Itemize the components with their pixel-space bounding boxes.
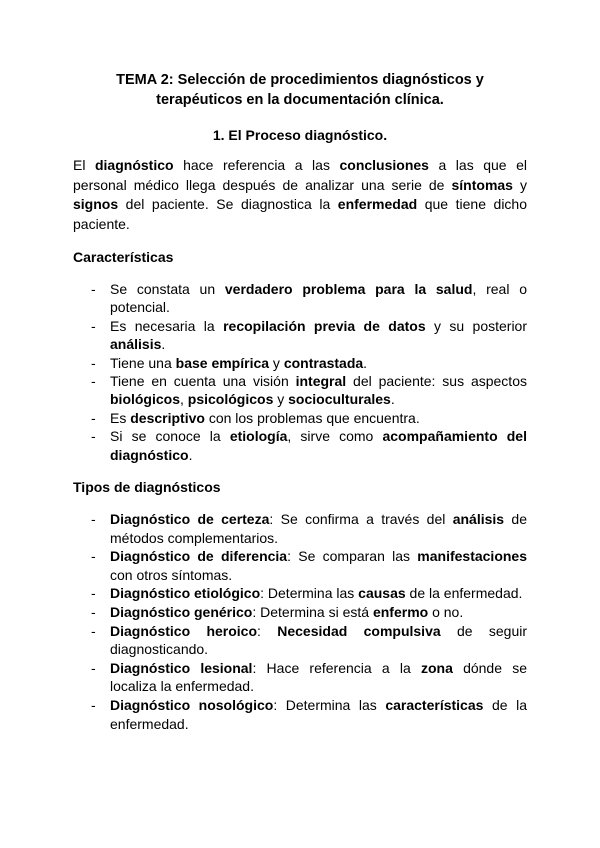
bold-text: Diagnóstico heroico bbox=[110, 622, 258, 639]
text-run: El bbox=[73, 157, 95, 173]
intro-paragraph bbox=[73, 156, 527, 234]
text-run: de la enfermedad. bbox=[405, 585, 523, 602]
bold-text: Diagnóstico lesional bbox=[110, 659, 253, 676]
text-run: . bbox=[390, 391, 395, 408]
bold-text: enfermedad bbox=[337, 196, 418, 212]
text-run: Tiene en cuenta una visión bbox=[110, 373, 296, 390]
text-run: Se constata un bbox=[110, 281, 225, 297]
caracteristica-item bbox=[73, 317, 527, 354]
bold-text: socioculturales bbox=[288, 391, 391, 408]
text-run: y su posterior bbox=[425, 317, 527, 334]
tipo-diagnostico-item bbox=[73, 584, 527, 603]
text-run: . bbox=[363, 354, 368, 371]
text-run: de la enfermedad. bbox=[110, 697, 527, 732]
bold-text: recopilación previa de datos bbox=[223, 317, 426, 334]
text-run: : Determina las bbox=[273, 697, 386, 713]
text-run: que tiene dicho paciente. bbox=[73, 196, 527, 232]
bold-text: base empírica bbox=[175, 354, 270, 371]
caracteristica-item bbox=[73, 280, 527, 317]
text-run: y bbox=[512, 176, 527, 193]
caracteristica-item bbox=[73, 354, 527, 372]
bold-text: Diagnóstico nosológico bbox=[110, 697, 274, 713]
bold-text: contrastada bbox=[283, 354, 364, 371]
tipo-diagnostico-item bbox=[73, 659, 527, 696]
bold-text: causas bbox=[358, 585, 406, 602]
text-run: y bbox=[273, 391, 289, 408]
text-run: Si se conoce la bbox=[110, 428, 230, 445]
bold-text: manifestaciones bbox=[417, 548, 527, 565]
text-run: hace referencia a las bbox=[173, 157, 340, 173]
bold-text: Diagnóstico de diferencia bbox=[110, 548, 288, 565]
bold-text: verdadero problema para la salud bbox=[224, 281, 473, 297]
text-run: : Hace referencia a la bbox=[252, 659, 421, 676]
title-line-2: terapéuticos en la documentación clínica. bbox=[156, 92, 444, 108]
bold-text: Necesidad compulsiva bbox=[277, 622, 441, 639]
text-run: : Se confirma a través del bbox=[269, 511, 453, 528]
text-run: con otros síntomas. bbox=[110, 566, 233, 583]
text-run: , sirve como bbox=[287, 428, 383, 445]
bold-text: psicológicos bbox=[187, 391, 274, 408]
text-run: Es bbox=[110, 409, 131, 426]
text-run: a las que el personal médico llega después de analizar una serie de bbox=[73, 157, 527, 193]
bold-text: integral bbox=[295, 373, 347, 390]
bold-text: Diagnóstico genérico bbox=[110, 604, 253, 621]
text-run: . bbox=[161, 336, 166, 353]
bold-text: análisis bbox=[110, 336, 162, 353]
text-run: Es necesaria la bbox=[110, 317, 224, 334]
title-line-1: TEMA 2: Selección de procedimientos diagnósticos y bbox=[116, 72, 484, 88]
caracteristica-item bbox=[73, 372, 527, 409]
text-run: y bbox=[269, 354, 284, 371]
heading-tipos: Tipos de diagnósticos bbox=[73, 479, 221, 496]
text-run: de métodos complementarios. bbox=[110, 511, 527, 546]
tipo-diagnostico-item bbox=[73, 622, 527, 659]
tipo-diagnostico-item bbox=[73, 510, 527, 547]
document-page bbox=[73, 70, 527, 733]
bold-text: descriptivo bbox=[130, 409, 205, 426]
text-run: : bbox=[257, 622, 278, 639]
bold-text: signos bbox=[73, 196, 119, 212]
bold-text: características bbox=[385, 697, 484, 713]
tipo-diagnostico-item bbox=[73, 547, 527, 584]
heading-caracteristicas: Características bbox=[73, 249, 174, 265]
text-run: Tiene una bbox=[110, 354, 176, 371]
bold-text: etiología bbox=[229, 428, 288, 445]
bold-text: conclusiones bbox=[339, 157, 429, 173]
caracteristicas-list bbox=[73, 280, 527, 464]
document-title bbox=[73, 70, 527, 110]
tipos-list bbox=[73, 510, 527, 733]
bold-text: Diagnóstico de certeza bbox=[110, 511, 270, 528]
bold-text: enfermo bbox=[372, 604, 429, 621]
section-heading-proceso: 1. El Proceso diagnóstico. bbox=[212, 127, 388, 143]
text-run: dónde se localiza la enfermedad. bbox=[110, 659, 527, 695]
bold-text: Diagnóstico etiológico bbox=[110, 585, 261, 602]
bold-text: análisis bbox=[452, 511, 505, 528]
text-run: : Se comparan las bbox=[287, 548, 418, 565]
text-run: con los problemas que encuentra. bbox=[204, 409, 420, 426]
text-run: , bbox=[180, 391, 188, 408]
caracteristica-item bbox=[73, 409, 527, 427]
tipo-diagnostico-item bbox=[73, 603, 527, 622]
text-run: o no. bbox=[428, 604, 464, 621]
text-run: de seguir diagnosticando. bbox=[110, 622, 528, 658]
bold-text: diagnóstico bbox=[94, 157, 174, 173]
caracteristica-item bbox=[73, 427, 527, 464]
bold-text: síntomas bbox=[451, 176, 513, 193]
text-run: : Determina si está bbox=[252, 604, 373, 621]
text-run: del paciente. Se diagnostica la bbox=[118, 196, 338, 212]
bold-text: zona bbox=[420, 659, 453, 676]
tipo-diagnostico-item bbox=[73, 696, 527, 733]
bold-text: biológicos bbox=[110, 391, 180, 408]
bold-text: acompañamiento del diagnóstico bbox=[110, 428, 527, 463]
text-run: : Determina las bbox=[260, 585, 359, 602]
text-run: . bbox=[188, 446, 193, 463]
text-run: del paciente: sus aspectos bbox=[346, 373, 527, 390]
text-run: , real o potencial. bbox=[110, 281, 527, 316]
